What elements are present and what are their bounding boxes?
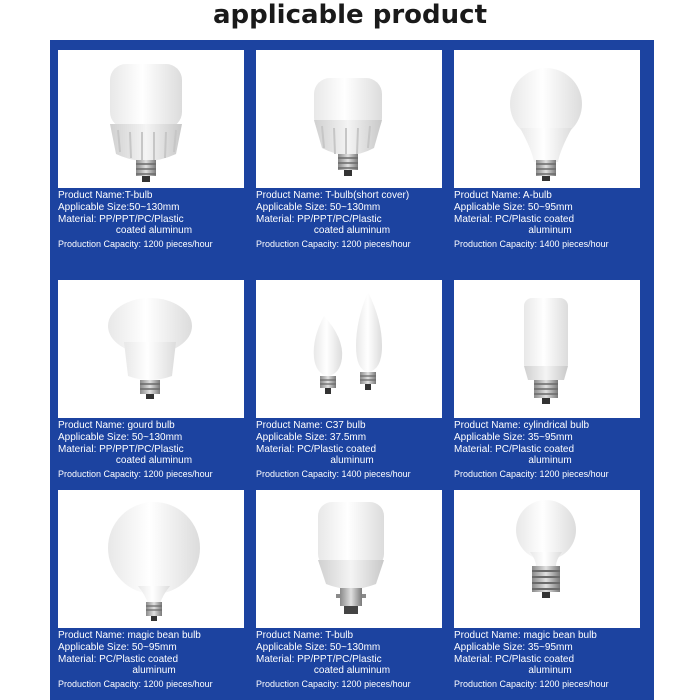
product-capacity: Production Capacity: 1200 pieces/hour <box>58 469 213 479</box>
t-bulb-short-cover-icon <box>256 50 442 188</box>
product-material-cont: coated aluminum <box>115 455 193 466</box>
product-size: Applicable Size: 35~95mm <box>454 642 573 653</box>
product-capacity: Production Capacity: 1200 pieces/hour <box>256 239 411 249</box>
product-info <box>58 630 250 690</box>
product-size: Applicable Size:50~130mm <box>58 202 180 213</box>
product-material-cont: aluminum <box>528 455 572 466</box>
product-grid <box>50 40 654 700</box>
product-material: Material: PC/Plastic coated <box>454 214 575 225</box>
product-material: Material: PC/Plastic coated <box>454 444 575 455</box>
product-name: Product Name: T-bulb(short cover) <box>256 190 410 201</box>
candle-bulb-icon <box>256 280 442 418</box>
product-capacity: Production Capacity: 1200 pieces/hour <box>256 679 411 689</box>
product-name: Product Name: gourd bulb <box>58 420 175 431</box>
product-size: Applicable Size: 50~95mm <box>454 202 573 213</box>
product-name: Product Name: cylindrical bulb <box>454 420 590 431</box>
product-capacity: Production Capacity: 1400 pieces/hour <box>256 469 411 479</box>
product-material: Material: PC/Plastic coated <box>256 444 377 455</box>
t-bulb-icon <box>58 50 244 188</box>
product-info <box>454 630 646 690</box>
gourd-bulb-icon <box>58 280 244 418</box>
product-name: Product Name: A-bulb <box>454 190 552 201</box>
product-info <box>256 190 448 250</box>
product-info <box>454 190 646 250</box>
product-capacity: Production Capacity: 1200 pieces/hour <box>58 679 213 689</box>
product-size: Applicable Size: 35~95mm <box>454 432 573 443</box>
page-title: applicable product <box>212 0 487 30</box>
product-size: Applicable Size: 50~130mm <box>256 202 381 213</box>
product-info <box>58 190 250 250</box>
t-bulb-bayonet-icon <box>256 490 442 628</box>
product-capacity: Production Capacity: 1400 pieces/hour <box>454 239 609 249</box>
product-material: Material: PP/PPT/PC/Plastic <box>256 214 382 225</box>
product-size: Applicable Size: 50~130mm <box>58 432 183 443</box>
product-material-cont: aluminum <box>528 665 572 676</box>
a-bulb-icon <box>454 50 640 188</box>
product-name: Product Name: T-bulb <box>256 630 354 641</box>
product-name: Product Name: C37 bulb <box>256 420 366 431</box>
product-info <box>454 420 646 480</box>
product-material: Material: PP/PPT/PC/Plastic <box>256 654 382 665</box>
product-capacity: Production Capacity: 1200 pieces/hour <box>454 469 609 479</box>
product-info <box>256 420 448 480</box>
cylindrical-bulb-icon <box>454 280 640 418</box>
product-material-cont: coated aluminum <box>313 225 391 236</box>
product-capacity: Production Capacity: 1200 pieces/hour <box>58 239 213 249</box>
product-name: Product Name: magic bean bulb <box>454 630 597 641</box>
product-material-cont: aluminum <box>132 665 176 676</box>
product-material: Material: PC/Plastic coated <box>58 654 179 665</box>
product-name: Product Name: magic bean bulb <box>58 630 201 641</box>
globe-bulb-icon <box>58 490 244 628</box>
product-info <box>256 630 448 690</box>
small-globe-bulb-icon <box>454 490 640 628</box>
product-material-cont: coated aluminum <box>313 665 391 676</box>
product-material-cont: aluminum <box>330 455 374 466</box>
product-capacity: Production Capacity: 1200 pieces/hour <box>454 679 609 689</box>
product-size: Applicable Size: 50~130mm <box>256 642 381 653</box>
product-material-cont: coated aluminum <box>115 225 193 236</box>
product-size: Applicable Size: 50~95mm <box>58 642 177 653</box>
product-material-cont: aluminum <box>528 225 572 236</box>
product-material: Material: PP/PPT/PC/Plastic <box>58 444 184 455</box>
product-material: Material: PP/PPT/PC/Plastic <box>58 214 184 225</box>
product-name: Product Name:T-bulb <box>58 190 153 201</box>
product-material: Material: PC/Plastic coated <box>454 654 575 665</box>
product-info <box>58 420 250 480</box>
product-size: Applicable Size: 37.5mm <box>256 432 367 443</box>
